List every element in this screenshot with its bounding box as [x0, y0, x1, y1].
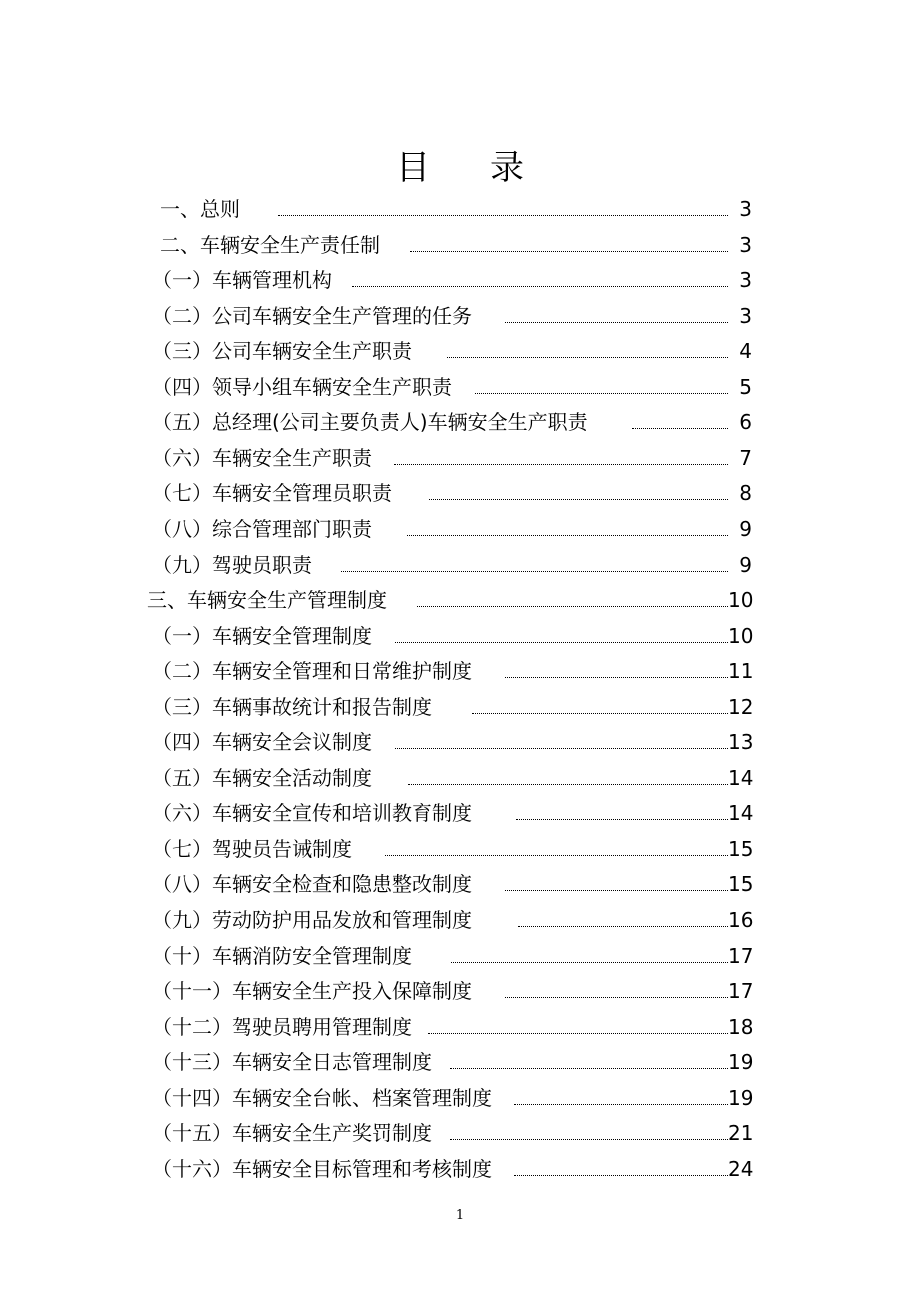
toc-entry-page: 9	[739, 516, 752, 541]
toc-entry-page: 6	[739, 410, 752, 435]
toc-entry-page: 21	[728, 1121, 754, 1146]
toc-entry-page: 4	[739, 339, 752, 364]
toc-leader-dots	[429, 499, 728, 500]
toc-title-char-2: 录	[490, 148, 524, 188]
toc-entry-page: 18	[728, 1014, 754, 1039]
toc-leader-dots	[408, 784, 728, 785]
toc-entry[interactable]	[152, 1118, 756, 1148]
toc-leader-dots	[410, 251, 728, 252]
toc-entry-page: 10	[728, 588, 754, 613]
toc-entry-label: （五）车辆安全活动制度	[152, 765, 372, 790]
toc-entry[interactable]	[152, 407, 756, 437]
toc-entry-page: 7	[739, 445, 752, 470]
toc-entry[interactable]	[152, 869, 756, 899]
toc-entry-label: （一）车辆安全管理制度	[152, 623, 372, 648]
toc-leader-dots	[428, 1033, 728, 1034]
toc-entry-label: （十）车辆消防安全管理制度	[152, 943, 412, 968]
toc-entry[interactable]	[152, 372, 756, 402]
toc-entry-page: 3	[739, 303, 752, 328]
toc-entry-page: 14	[728, 801, 754, 826]
toc-entry-page: 15	[728, 872, 754, 897]
toc-entry-label: 二、车辆安全生产责任制	[160, 232, 380, 257]
toc-leader-dots	[278, 215, 728, 216]
toc-entry-page: 16	[728, 908, 754, 932]
toc-entry-label: （八）车辆安全检查和隐患整改制度	[152, 872, 472, 897]
toc-entry-page: 12	[728, 694, 754, 719]
toc-leader-dots	[450, 1068, 728, 1069]
toc-entry-page: 10	[728, 623, 754, 648]
toc-entry-page: 3	[739, 197, 752, 221]
toc-entry[interactable]	[152, 550, 756, 580]
toc-entry-page: 14	[728, 765, 754, 790]
toc-entry[interactable]	[152, 656, 756, 686]
toc-entry[interactable]	[152, 478, 756, 508]
toc-entry-label: （七）车辆安全管理员职责	[152, 481, 392, 506]
toc-entry-label: （二）公司车辆安全生产管理的任务	[152, 303, 472, 328]
toc-entry-page: 9	[739, 552, 752, 577]
toc-entry[interactable]	[147, 585, 756, 615]
toc-entry-label: （十三）车辆安全日志管理制度	[152, 1050, 432, 1075]
toc-title-char-1: 目	[396, 148, 430, 188]
toc-entry-label: （七）驾驶员告诫制度	[152, 836, 352, 861]
toc-entry[interactable]	[152, 443, 756, 473]
toc-entry[interactable]	[152, 1047, 756, 1077]
toc-leader-dots	[385, 855, 728, 856]
toc-entry[interactable]	[152, 976, 756, 1006]
toc-entry-page: 3	[739, 232, 752, 257]
toc-entry[interactable]	[152, 301, 756, 331]
toc-entry-label: （四）车辆安全会议制度	[152, 730, 372, 755]
toc-entry-label: （十一）车辆安全生产投入保障制度	[152, 979, 472, 1004]
toc-leader-dots	[394, 464, 728, 465]
toc-entry[interactable]	[152, 941, 756, 971]
toc-entry-label: （八）综合管理部门职责	[152, 516, 372, 541]
toc-entry-page: 15	[728, 836, 754, 861]
toc-leader-dots	[451, 962, 728, 963]
toc-entry[interactable]	[152, 265, 756, 295]
toc-leader-dots	[505, 322, 728, 323]
toc-leader-dots	[395, 642, 728, 643]
toc-leader-dots	[505, 890, 728, 891]
toc-entry-page: 17	[728, 979, 754, 1004]
toc-entry-label: （九）驾驶员职责	[152, 552, 312, 577]
toc-leader-dots	[514, 1104, 728, 1105]
toc-leader-dots	[407, 535, 728, 536]
toc-entry-page: 13	[728, 730, 754, 755]
toc-entry[interactable]	[152, 621, 756, 651]
toc-entry-page: 11	[728, 659, 754, 684]
toc-entry-label: （六）车辆安全宣传和培训教育制度	[152, 801, 472, 826]
toc-leader-dots	[518, 926, 728, 927]
toc-entry-page: 17	[728, 943, 754, 968]
toc-entry[interactable]	[152, 336, 756, 366]
toc-leader-dots	[472, 713, 728, 714]
toc-entry[interactable]	[152, 905, 756, 935]
toc-entry[interactable]	[152, 1012, 756, 1042]
toc-leader-dots	[395, 748, 728, 749]
toc-entry-label: 三、车辆安全生产管理制度	[147, 588, 387, 613]
toc-leader-dots	[505, 997, 728, 998]
toc-entry-page: 19	[728, 1085, 754, 1110]
toc-entry[interactable]	[152, 1154, 756, 1184]
toc-entry[interactable]	[152, 514, 756, 544]
toc-entry[interactable]	[152, 692, 756, 722]
toc-title	[0, 140, 920, 189]
toc-entry-label: （五）总经理(公司主要负责人)车辆安全生产职责	[152, 410, 588, 435]
toc-entry-page: 8	[739, 481, 752, 506]
toc-entry-label: （二）车辆安全管理和日常维护制度	[152, 659, 472, 684]
toc-leader-dots	[447, 357, 728, 358]
toc-entry-label: （四）领导小组车辆安全生产职责	[152, 374, 452, 399]
toc-entry[interactable]	[160, 194, 756, 224]
toc-entry-label: （十五）车辆安全生产奖罚制度	[152, 1121, 432, 1146]
toc-entry-label: （三）公司车辆安全生产职责	[152, 339, 412, 364]
toc-entry[interactable]	[152, 763, 756, 793]
toc-entry-label: （一）车辆管理机构	[152, 268, 332, 293]
toc-entry-label: 一、总则	[160, 197, 240, 221]
page-number: 1	[455, 1208, 465, 1223]
toc-leader-dots	[516, 819, 728, 820]
toc-entry-label: （十二）驾驶员聘用管理制度	[152, 1014, 412, 1039]
toc-entry-label: （九）劳动防护用品发放和管理制度	[152, 908, 472, 932]
toc-entry-label: （三）车辆事故统计和报告制度	[152, 694, 432, 719]
toc-entry-page: 19	[728, 1050, 754, 1075]
toc-entry[interactable]	[152, 1083, 756, 1113]
toc-entry-label: （六）车辆安全生产职责	[152, 445, 372, 470]
toc-leader-dots	[417, 606, 728, 607]
toc-entry-page: 3	[739, 268, 752, 293]
toc-leader-dots	[475, 393, 728, 394]
toc-leader-dots	[352, 286, 728, 287]
toc-entry-label: （十六）车辆安全目标管理和考核制度	[152, 1156, 492, 1181]
toc-entry-page: 5	[739, 374, 752, 399]
toc-entry[interactable]	[152, 798, 756, 828]
toc-entry-label: （十四）车辆安全台帐、档案管理制度	[152, 1085, 492, 1110]
toc-leader-dots	[450, 1139, 728, 1140]
toc-entry-page: 24	[728, 1156, 754, 1181]
toc-leader-dots	[514, 1175, 728, 1176]
toc-leader-dots	[632, 428, 728, 429]
toc-entry[interactable]	[152, 834, 756, 864]
toc-entry[interactable]	[152, 727, 756, 757]
toc-leader-dots	[505, 677, 728, 678]
toc-entry[interactable]	[160, 230, 756, 260]
toc-leader-dots	[341, 571, 728, 572]
